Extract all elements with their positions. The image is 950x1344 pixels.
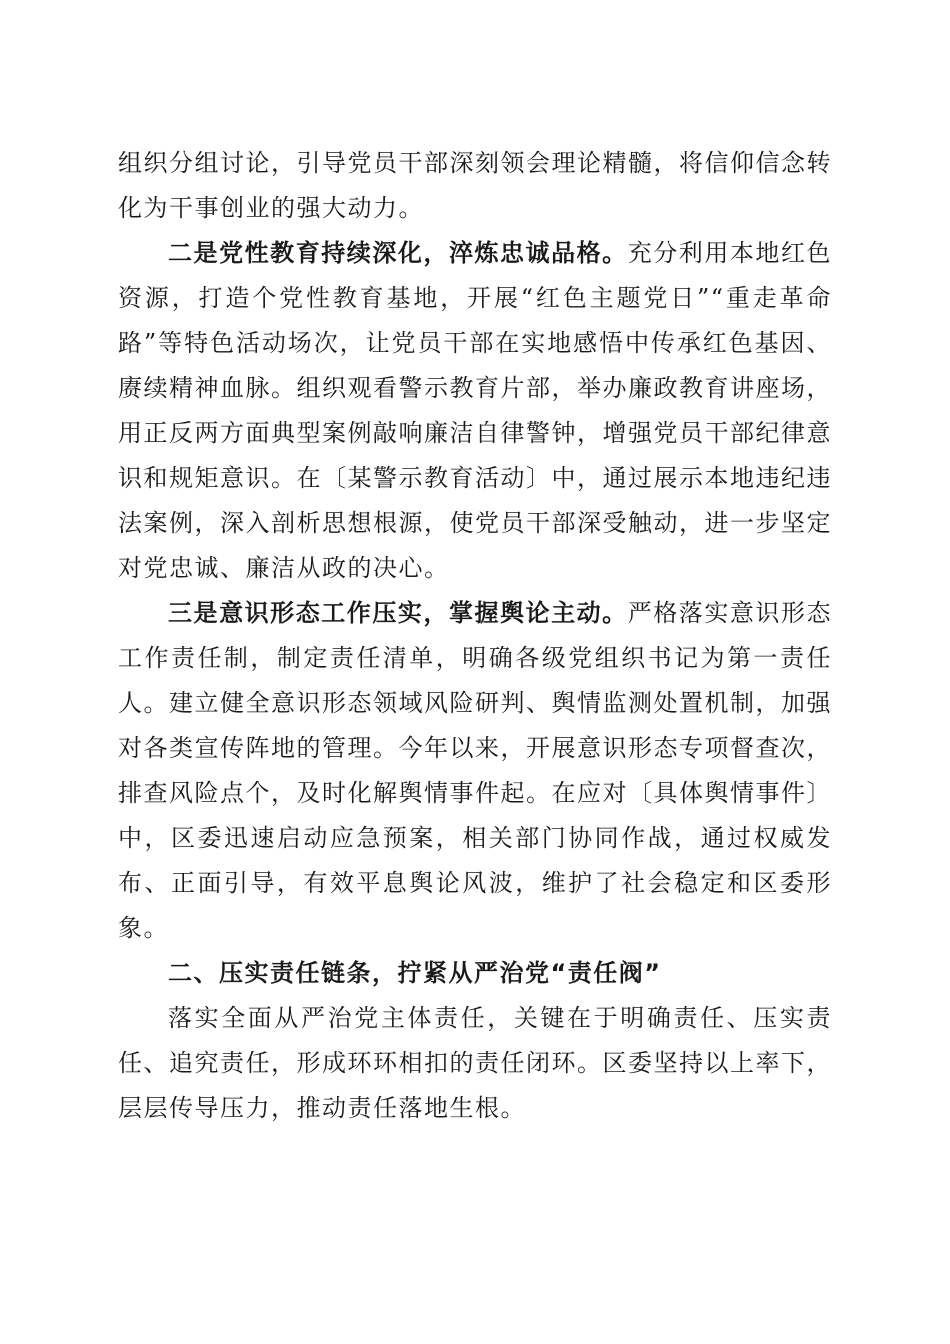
section-heading: 二、压实责任链条，拧紧从严治党“责任阀” — [168, 959, 662, 987]
paragraph-ideology — [118, 591, 832, 951]
paragraph-responsibility: 落实全面从严治党主体责任，关键在于明确责任、压实责任、追究责任，形成环环相扣的责任闭环。区委坚持以上率下，层层传导压力，推动责任落地生根。 — [118, 1004, 832, 1122]
paragraph-lead: 三是意识形态工作压实，掌握舆论主动。 — [168, 599, 628, 627]
paragraph-body: 严格落实意识形态工作责任制，制定责任清单，明确各级党组织书记为第一责任人。建立健全意识形态领域风险研判、舆情监测处置机制，加强对各类宣传阵地的管理。今年以来，开展意识形态专项督查次，排查风险点个，及时化解舆情事件起。在应对〔具体舆情事件〕中，区委迅速启动应急预案，相关部门协同作战，通过权威发布、正面引导，有效平息舆论风波，维护了社会稳定和区委形象。 — [118, 599, 832, 942]
paragraph-continued: 组织分组讨论，引导党员干部深刻领会理论精髓，将信仰信念转化为干事创业的强大动力。 — [118, 149, 832, 222]
paragraph-body: 充分利用本地红色资源，打造个党性教育基地，开展“红色主题党日”“重走革命路”等特色活动场次，让党员干部在实地感悟中传承红色基因、赓续精神血脉。组织观看警示教育片部，举办廉政教育讲座场，用正反两方面典型案例敲响廉洁自律警钟，增强党员干部纪律意识和规矩意识。在〔某警示教育活动〕中，通过展示本地违纪违法案例，深入剖析思想根源，使党员干部深受触动，进一步坚定对党忠诚、廉洁从政的决心。 — [118, 239, 832, 582]
paragraph-party-education — [118, 231, 832, 591]
paragraph-lead: 二是党性教育持续深化，淬炼忠诚品格。 — [168, 239, 628, 267]
document-page — [118, 141, 832, 1131]
